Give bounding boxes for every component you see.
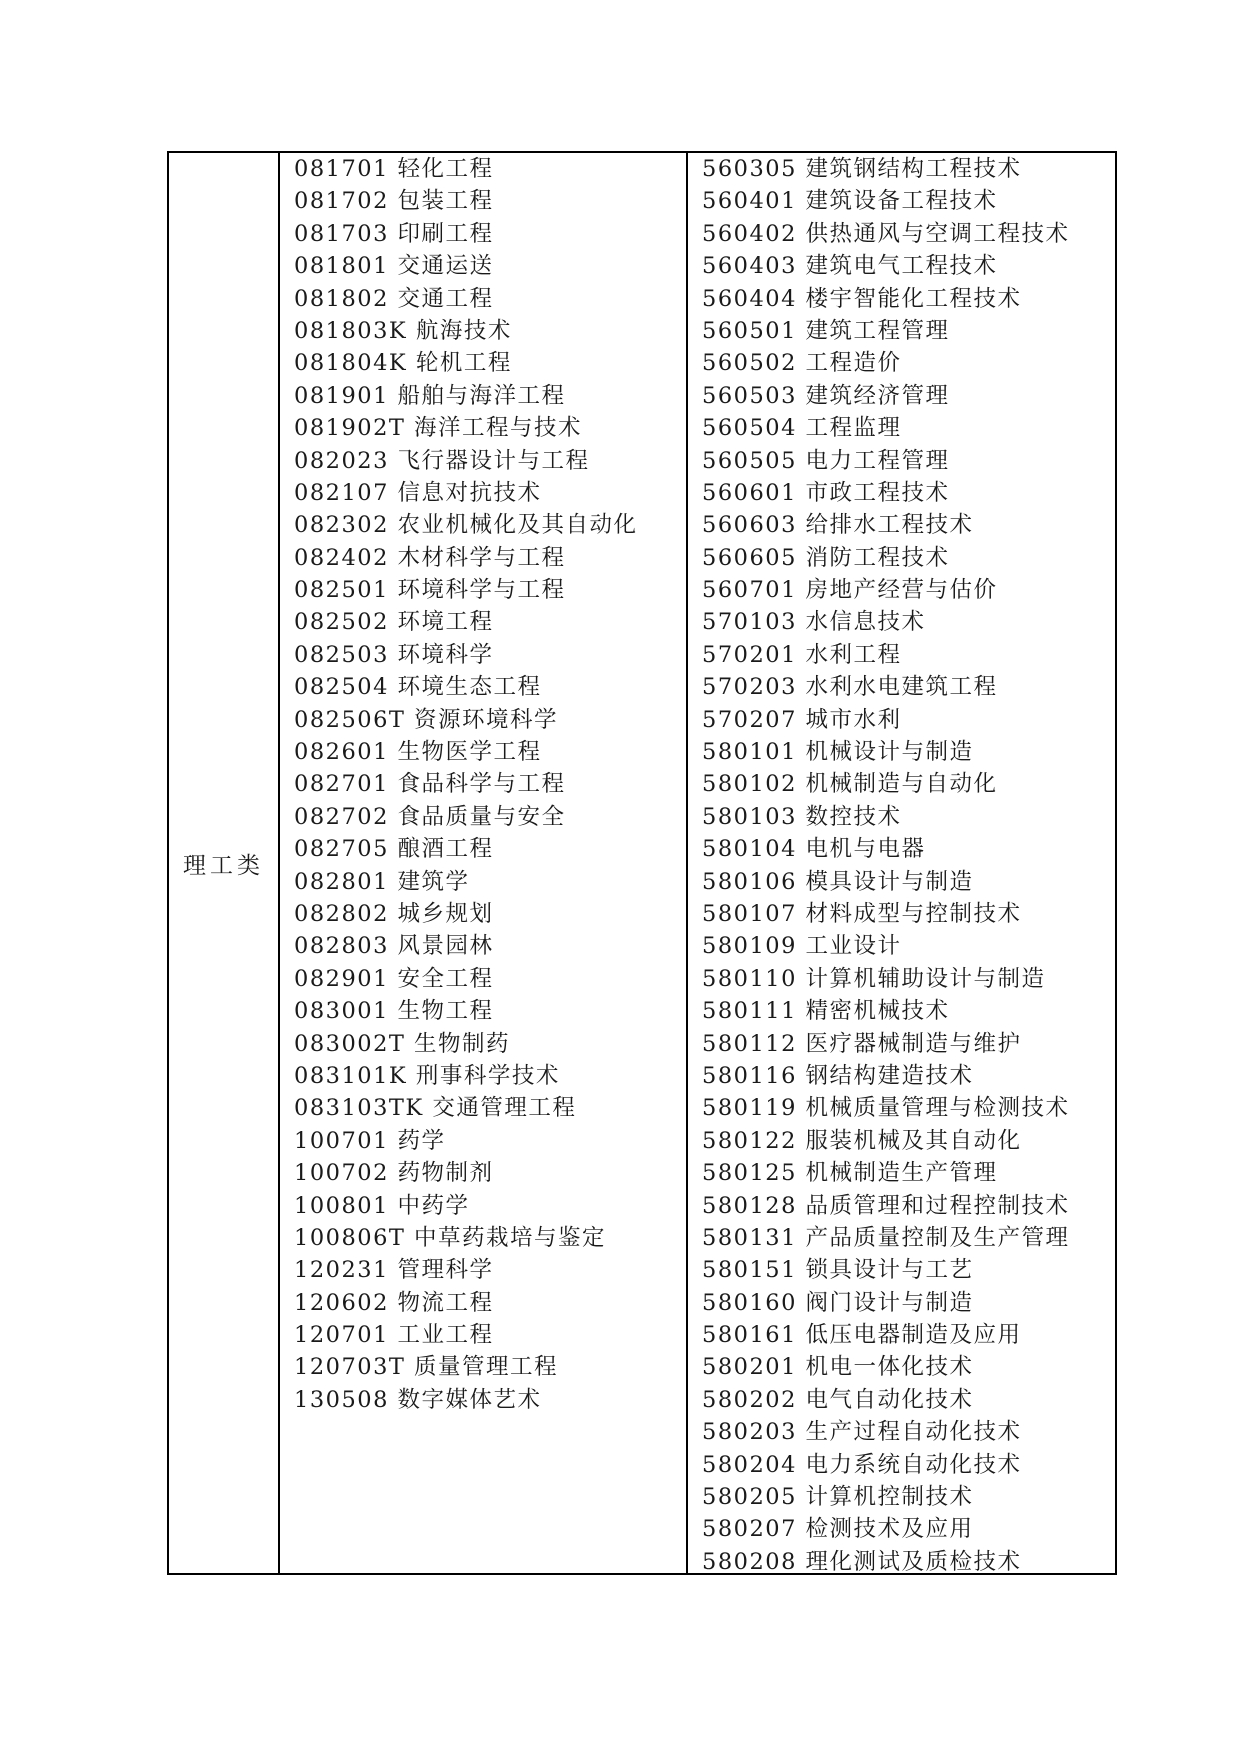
major-entry: 082023 飞行器设计与工程 [294, 447, 590, 474]
major-entry: 580131 产品质量控制及生产管理 [702, 1224, 1070, 1251]
major-entry: 082801 建筑学 [294, 868, 470, 895]
major-entry: 100702 药物制剂 [294, 1160, 494, 1187]
major-entry: 081804K 轮机工程 [294, 350, 512, 377]
major-entry: 082803 风景园林 [294, 933, 494, 960]
major-entry: 560401 建筑设备工程技术 [702, 188, 998, 215]
major-entry: 082504 环境生态工程 [294, 674, 542, 701]
major-entry: 570103 水信息技术 [702, 609, 926, 636]
major-entry: 580102 机械制造与自动化 [702, 771, 998, 798]
major-entry: 580107 材料成型与控制技术 [702, 900, 1022, 927]
major-entry: 083101K 刑事科学技术 [294, 1062, 560, 1089]
major-entry: 580202 电气自动化技术 [702, 1386, 974, 1413]
major-entry: 120703T 质量管理工程 [294, 1354, 559, 1381]
major-entry: 580122 服装机械及其自动化 [702, 1127, 1022, 1154]
major-entry: 580109 工业设计 [702, 933, 902, 960]
major-entry: 560505 电力工程管理 [702, 447, 950, 474]
major-entry: 560404 楼宇智能化工程技术 [702, 285, 1022, 312]
major-entry: 082402 木材科学与工程 [294, 544, 566, 571]
major-entry: 082802 城乡规划 [294, 900, 494, 927]
major-entry: 081801 交通运送 [294, 253, 494, 280]
major-entry: 081702 包装工程 [294, 188, 494, 215]
major-entry: 100806T 中草药栽培与鉴定 [294, 1224, 607, 1251]
major-entry: 083103TK 交通管理工程 [294, 1095, 577, 1122]
major-entry: 081701 轻化工程 [294, 156, 494, 182]
major-entry: 570201 水利工程 [702, 641, 902, 668]
major-entry: 082701 食品科学与工程 [294, 771, 566, 798]
major-entry: 082107 信息对抗技术 [294, 479, 542, 506]
major-entry: 081802 交通工程 [294, 285, 494, 312]
major-entry: 580116 钢结构建造技术 [702, 1062, 974, 1089]
major-entry: 082705 酿酒工程 [294, 836, 494, 863]
major-entry: 580110 计算机辅助设计与制造 [702, 965, 1046, 992]
major-entry: 130508 数字媒体艺术 [294, 1386, 542, 1413]
major-entry: 580128 品质管理和过程控制技术 [702, 1192, 1070, 1219]
major-entry: 560504 工程监理 [702, 415, 902, 442]
undergraduate-major-list [294, 153, 638, 1416]
major-entry: 560503 建筑经济管理 [702, 382, 950, 409]
major-entry: 082506T 资源环境科学 [294, 706, 559, 733]
major-entry: 560605 消防工程技术 [702, 544, 950, 571]
major-entry: 560701 房地产经营与估价 [702, 577, 998, 604]
category-label: 理工类 [183, 852, 264, 879]
major-entry: 081901 船舶与海洋工程 [294, 382, 566, 409]
major-entry: 580201 机电一体化技术 [702, 1354, 974, 1381]
major-entry: 580204 电力系统自动化技术 [702, 1451, 1022, 1478]
major-entry: 560502 工程造价 [702, 350, 902, 377]
major-entry: 580103 数控技术 [702, 803, 902, 830]
major-entry: 580151 锁具设计与工艺 [702, 1257, 974, 1284]
major-entry: 100701 药学 [294, 1127, 446, 1154]
major-entry: 082501 环境科学与工程 [294, 577, 566, 604]
major-entry: 120701 工业工程 [294, 1322, 494, 1349]
major-entry: 580119 机械质量管理与检测技术 [702, 1095, 1070, 1122]
major-entry: 082702 食品质量与安全 [294, 803, 566, 830]
major-entry: 560305 建筑钢结构工程技术 [702, 156, 1022, 182]
major-entry: 580205 计算机控制技术 [702, 1484, 974, 1511]
major-entry: 560402 供热通风与空调工程技术 [702, 220, 1070, 247]
major-entry: 580208 理化测试及质检技术 [702, 1548, 1022, 1575]
major-entry: 580106 模具设计与制造 [702, 868, 974, 895]
major-entry: 082601 生物医学工程 [294, 739, 542, 766]
major-entry: 082502 环境工程 [294, 609, 494, 636]
vocational-major-list [702, 153, 1070, 1578]
major-entry: 580160 阀门设计与制造 [702, 1289, 974, 1316]
major-entry: 580111 精密机械技术 [702, 998, 950, 1025]
major-entry: 580161 低压电器制造及应用 [702, 1322, 1022, 1349]
major-entry: 580203 生产过程自动化技术 [702, 1419, 1022, 1446]
major-entry: 580104 电机与电器 [702, 836, 926, 863]
major-entry: 082901 安全工程 [294, 965, 494, 992]
major-entry: 081703 印刷工程 [294, 220, 494, 247]
major-entry: 570203 水利水电建筑工程 [702, 674, 998, 701]
major-entry: 560603 给排水工程技术 [702, 512, 974, 539]
column-divider [278, 153, 280, 1573]
major-entry: 120602 物流工程 [294, 1289, 494, 1316]
column-divider [686, 153, 688, 1573]
major-entry: 570207 城市水利 [702, 706, 902, 733]
major-entry: 083002T 生物制药 [294, 1030, 511, 1057]
major-entry: 580207 检测技术及应用 [702, 1516, 974, 1543]
major-entry: 560601 市政工程技术 [702, 479, 950, 506]
major-entry: 580125 机械制造生产管理 [702, 1160, 998, 1187]
major-entry: 082503 环境科学 [294, 641, 494, 668]
major-entry: 580112 医疗器械制造与维护 [702, 1030, 1022, 1057]
major-entry: 082302 农业机械化及其自动化 [294, 512, 638, 539]
major-entry: 081902T 海洋工程与技术 [294, 415, 583, 442]
majors-table [167, 151, 1117, 1575]
major-entry: 100801 中药学 [294, 1192, 470, 1219]
major-entry: 120231 管理科学 [294, 1257, 494, 1284]
major-entry: 560501 建筑工程管理 [702, 317, 950, 344]
major-entry: 580101 机械设计与制造 [702, 739, 974, 766]
major-entry: 083001 生物工程 [294, 998, 494, 1025]
major-entry: 560403 建筑电气工程技术 [702, 253, 998, 280]
major-entry: 081803K 航海技术 [294, 317, 512, 344]
